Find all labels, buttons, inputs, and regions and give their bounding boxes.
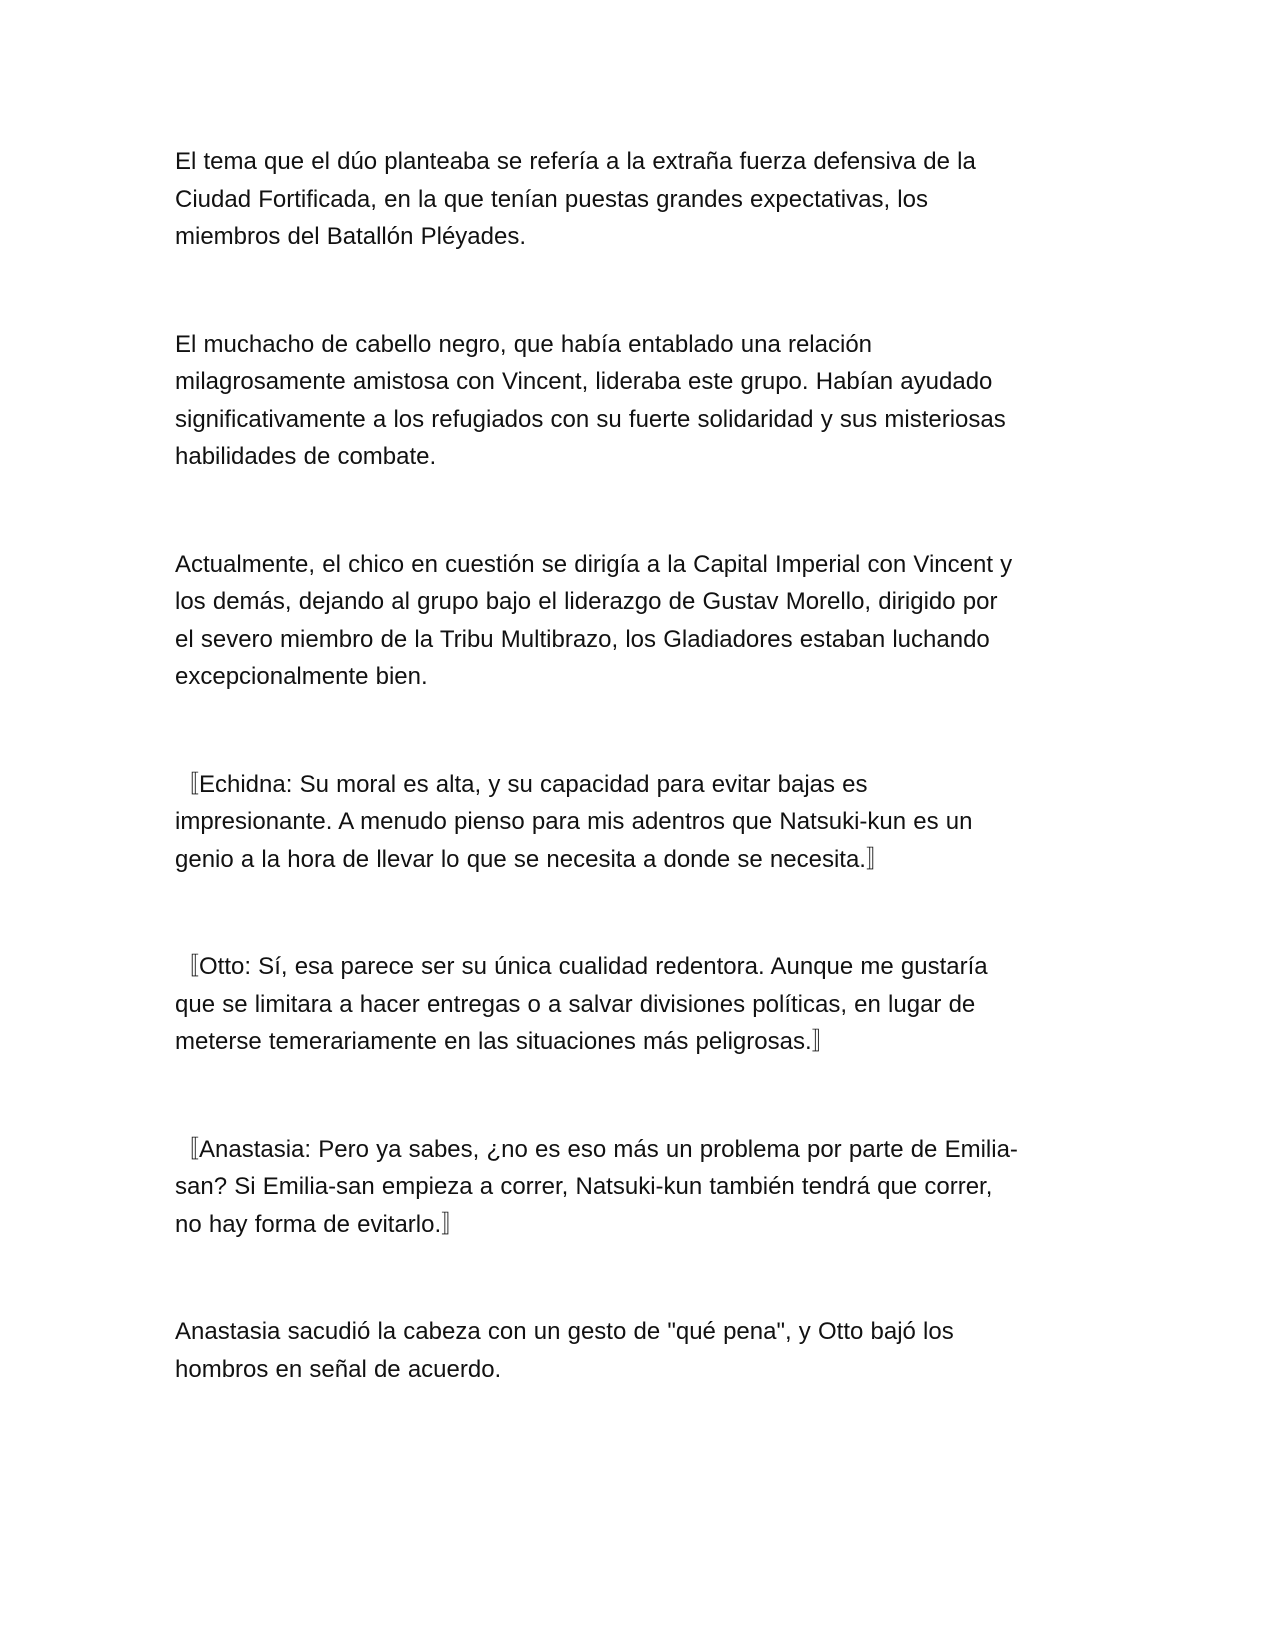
dialogue-otto: 〚Otto: Sí, esa parece ser su única cualidad redentora. Aunque me gustaría que se limitara a hacer entregas o a salvar divisiones políticas, en lugar de meterse temerariamente en las situaciones más peligrosas.〛: [175, 953, 988, 1055]
paragraph-defense-force: El tema que el dúo planteaba se refería a la extraña fuerza defensiva de la Ciudad Fortificada, en la que tenían puestas grandes expectativas, los miembros del Batallón Pléyades.: [175, 148, 976, 250]
paragraph-closing: Anastasia sacudió la cabeza con un gesto de "qué pena", y Otto bajó los hombros en señal de acuerdo.: [175, 1318, 954, 1383]
dialogue-anastasia: 〚Anastasia: Pero ya sabes, ¿no es eso más un problema por parte de Emilia- san? Si Emilia-san empieza a correr, Natsuki-kun también tendrá que correr, no hay forma de evitarlo.〛: [175, 1135, 1018, 1238]
paragraph-capital-journey: Actualmente, el chico en cuestión se dirigía a la Capital Imperial con Vincent y los demás, dejando al grupo bajo el liderazgo de Gustav Morello, dirigido por el severo miembro de la Tribu Multibrazo, los Gladiadores estaban luchando excepcionalmente bien.: [175, 550, 1013, 690]
paragraph-black-haired-boy: El muchacho de cabello negro, que había entablado una relación milagrosamente amistosa con Vincent, lideraba este grupo. Habían ayudado significativamente a los refugiados con su fuerte solidaridad y sus misteriosas habilidades de combate.: [175, 330, 1006, 470]
dialogue-echidna: 〚Echidna: Su moral es alta, y su capacidad para evitar bajas es impresionante. A menudo pienso para mis adentros que Natsuki-kun es un genio a la hora de llevar lo que se necesita a donde se necesita.〛: [175, 770, 973, 873]
